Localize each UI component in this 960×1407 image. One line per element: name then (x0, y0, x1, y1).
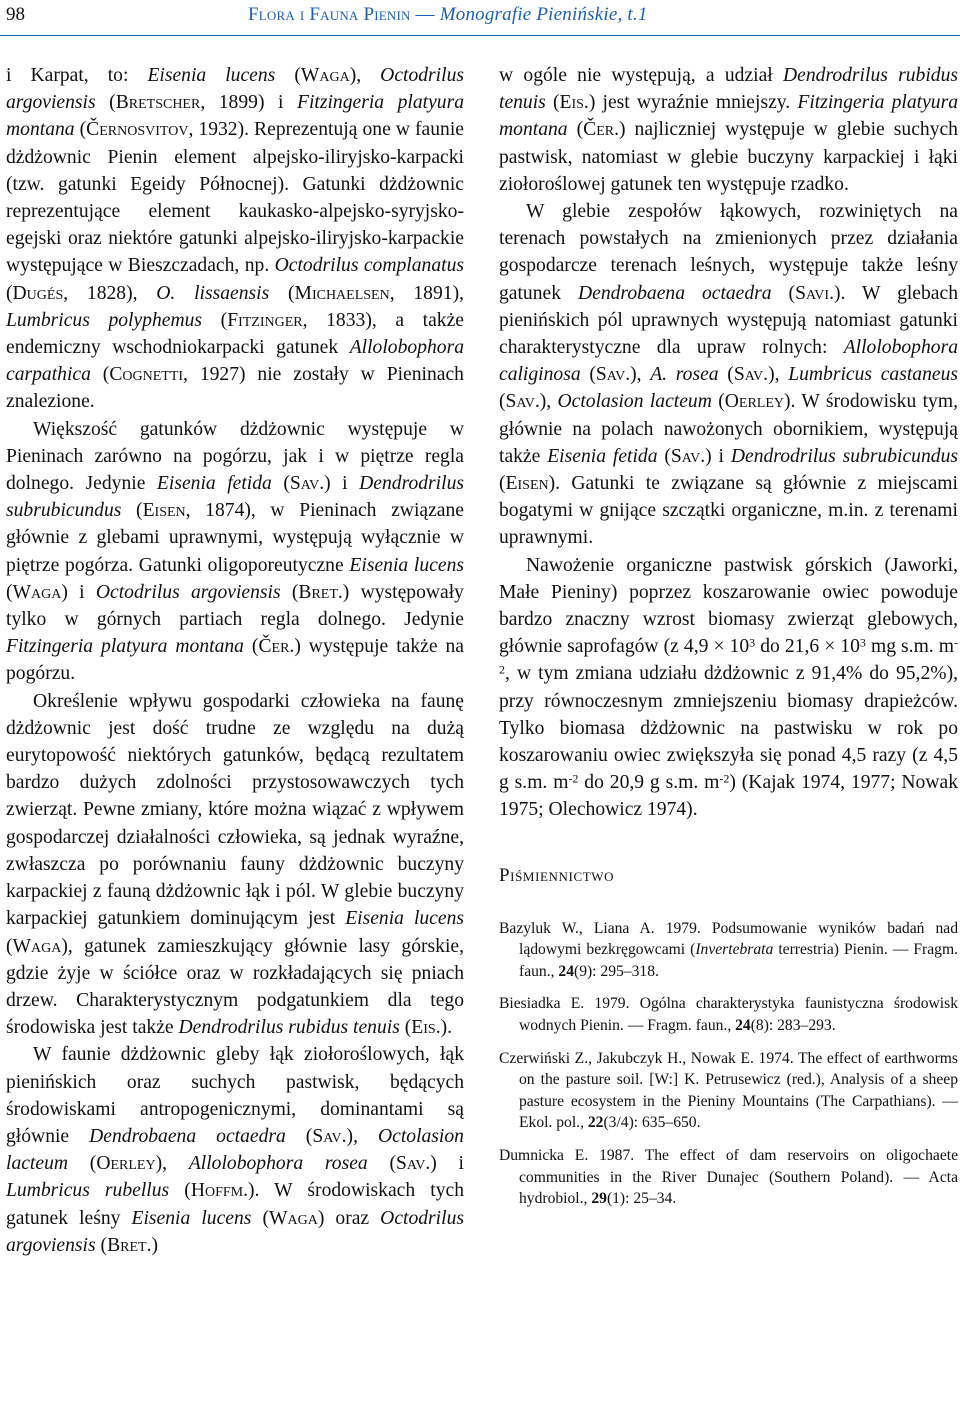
body-paragraph: Określenie wpływu gospodarki człowieka na faunę dżdżownic jest dość trudne ze względu na dużą eurytopowość niektórych gatunków, będącą rezultatem bardzo dużych zdolności przystosowawczych tych zwierząt. Pewne zmiany, które można wiązać z wpływem gospodarczej działalności człowieka, są jednak wyraźne, zwłaszcza po porównaniu fauny dżdżownic buczyny karpackiej z fauną dżdżownic łąk i pól. W glebie buczyny karpackiej gatunkiem dominującym jest Eisenia lucens (Waga), gatunek zamieszkujący głównie lasy górskie, gdzie żyje w ściółce oraz w rozkładających się pniach drzew. Charakterystycznym podgatunkiem dla tego środowiska jest także Dendrodrilus rubidus tenuis (Eis.). (6, 690, 464, 1039)
body-paragraph: Większość gatunków dżdżownic występuje w Pieninach zarówno na pogórzu, jak i w piętrze regla dolnego. Jedynie Eisenia fetida (Sav.) i Dendrodrilus subrubicundus (Eisen, 1874), w Pieninach związane głównie z glebami uprawnymi, występują wyłącznie w piętrze pogórza. Gatunki oligoporeutyczne Eisenia lucens (Waga) i Octodrilus argoviensis (Bret.) występowały tylko w górnych partiach regla dolnego. Jedynie Fitzingeria platyura montana (Čer.) występuje także na pogórzu. (6, 418, 464, 685)
reference-item: Biesiadka E. 1979. Ogólna charakterystyka faunistyczna środowisk wodnych Pienin. — Fragm. faun., 24(8): 283–293. (499, 995, 958, 1035)
references-heading: Piśmiennictwo (499, 864, 615, 886)
right-column (499, 62, 958, 1221)
journal-title: Flora i Fauna Pienin (248, 4, 411, 25)
header-rule (0, 35, 960, 36)
body-paragraph: Nawożenie organiczne pastwisk górskich (Jaworki, Małe Pieniny) poprzez koszarowanie owiec powoduje bardzo znaczny wzrost biomasy zwierząt glebowych, głównie saprofagów (z $4,9 \times 10^3$ do $21,6 \times 10^3$ mg s.m. $m^{-2}$, w tym zmiana udziału dżdżownic z 91,4% do 95,2%), przy równoczesnym zmniejszeniu biomasy drapieżców. Tylko biomasa dżdżownic na pastwisku w rok po koszarowaniu owiec zwiększyła się ponad 4,5 razy (z 4,5 g s.m. $m^{-2}$ do 20,9 g s.m. $m^{-2}$) (Kajak 1974, 1977; Nowak 1975; Olechowicz 1974). (499, 554, 959, 821)
running-header (0, 0, 960, 46)
running-head-separator: — (410, 4, 440, 25)
left-column (6, 62, 464, 1259)
reference-item: Bazyluk W., Liana A. 1979. Podsumowanie wyników badań nad lądowymi bezkręgowcami (Invertebrata terrestria) Pienin. — Fragm. faun., 24(9): 295–318. (499, 919, 958, 980)
body-paragraph: W glebie zespołów łąkowych, rozwiniętych na terenach powstałych na zmienionych przez działania gospodarcze terenach leśnych, występuje także leśny gatunek Dendrobaena octaedra (Savi.). W glebach pienińskich pól uprawnych występują natomiast gatunki charakterystyczne dla upraw rolnych: Allolobophora caliginosa (Sav.), A. rosea (Sav.), Lumbricus castaneus (Sav.), Octolasion lacteum (Oerley). W środowisku tym, głównie na polach nawożonych obornikiem, występują także Eisenia fetida (Sav.) i Dendrodrilus subrubicundus (Eisen). Gatunki te związane są głównie z miejscami bogatymi w gnijące szczątki organiczne, m.in. z terenami uprawnymi. (499, 201, 958, 549)
page-number: 98 (6, 4, 25, 25)
running-head-title (248, 3, 648, 27)
body-paragraph: i Karpat, to: Eisenia lucens (Waga), Octodrilus argoviensis (Bretscher, 1899) i Fitzingeria platyura montana (Černosvitov, 1932). Reprezentują one w faunie dżdżownic Pienin element alpejsko-iliryjsko-karpacki (tzw. gatunki Egeidy Północnej). Gatunki dżdżownic reprezentujące element kaukasko-alpejsko-syryjsko-egejski oraz niektóre gatunki alpejsko-iliryjsko-karpackie występujące w Bieszczadach, np. Octodrilus complanatus (Dugés, 1828), O. lissaensis (Michaelsen, 1891), Lumbricus polyphemus (Fitzinger, 1833), a także endemiczny wschodniokarpacki gatunek Allolobophora carpathica (Cognetti, 1927) nie zostały w Pieninach znalezione. (6, 65, 464, 413)
body-paragraph: W faunie dżdżownic gleby łąk ziołoroślowych, łąk pienińskich oraz suchych pastwisk, będących środowiskami antropogenicznymi, dominantami są głównie Dendrobaena octaedra (Sav.), Octolasion lacteum (Oerley), Allolobophora rosea (Sav.) i Lumbricus rubellus (Hoffm.). W środowiskach tych gatunek leśny Eisenia lucens (Waga) oraz Octodrilus argoviensis (Bret.) (6, 1044, 465, 1256)
reference-item: Czerwiński Z., Jakubczyk H., Nowak E. 1974. The effect of earthworms on the pasture soil. [W:] K. Petrusewicz (red.), Analysis of a sheep pasture ecosystem in the Pieniny Mountains (The Carpathians). — Ekol. pol., 22(3/4): 635–650. (499, 1049, 958, 1132)
series-title: Monografie Pienińskie, t.1 (439, 4, 648, 25)
body-paragraph: w ogóle nie występują, a udział Dendrodrilus rubidus tenuis (Eis.) jest wyraźnie mniejszy. Fitzingeria platyura montana (Čer.) najliczniej występuje w glebie suchych pastwisk, natomiast w glebie buczyny karpackiej i łąki ziołoroślowej gatunek ten występuje rzadko. (499, 65, 958, 195)
reference-list (499, 918, 958, 1210)
reference-item: Dumnicka E. 1987. The effect of dam reservoirs on oligochaete communities in the River Dunajec (Southern Poland). — Acta hydrobiol., 29(1): 25–34. (499, 1147, 958, 1208)
